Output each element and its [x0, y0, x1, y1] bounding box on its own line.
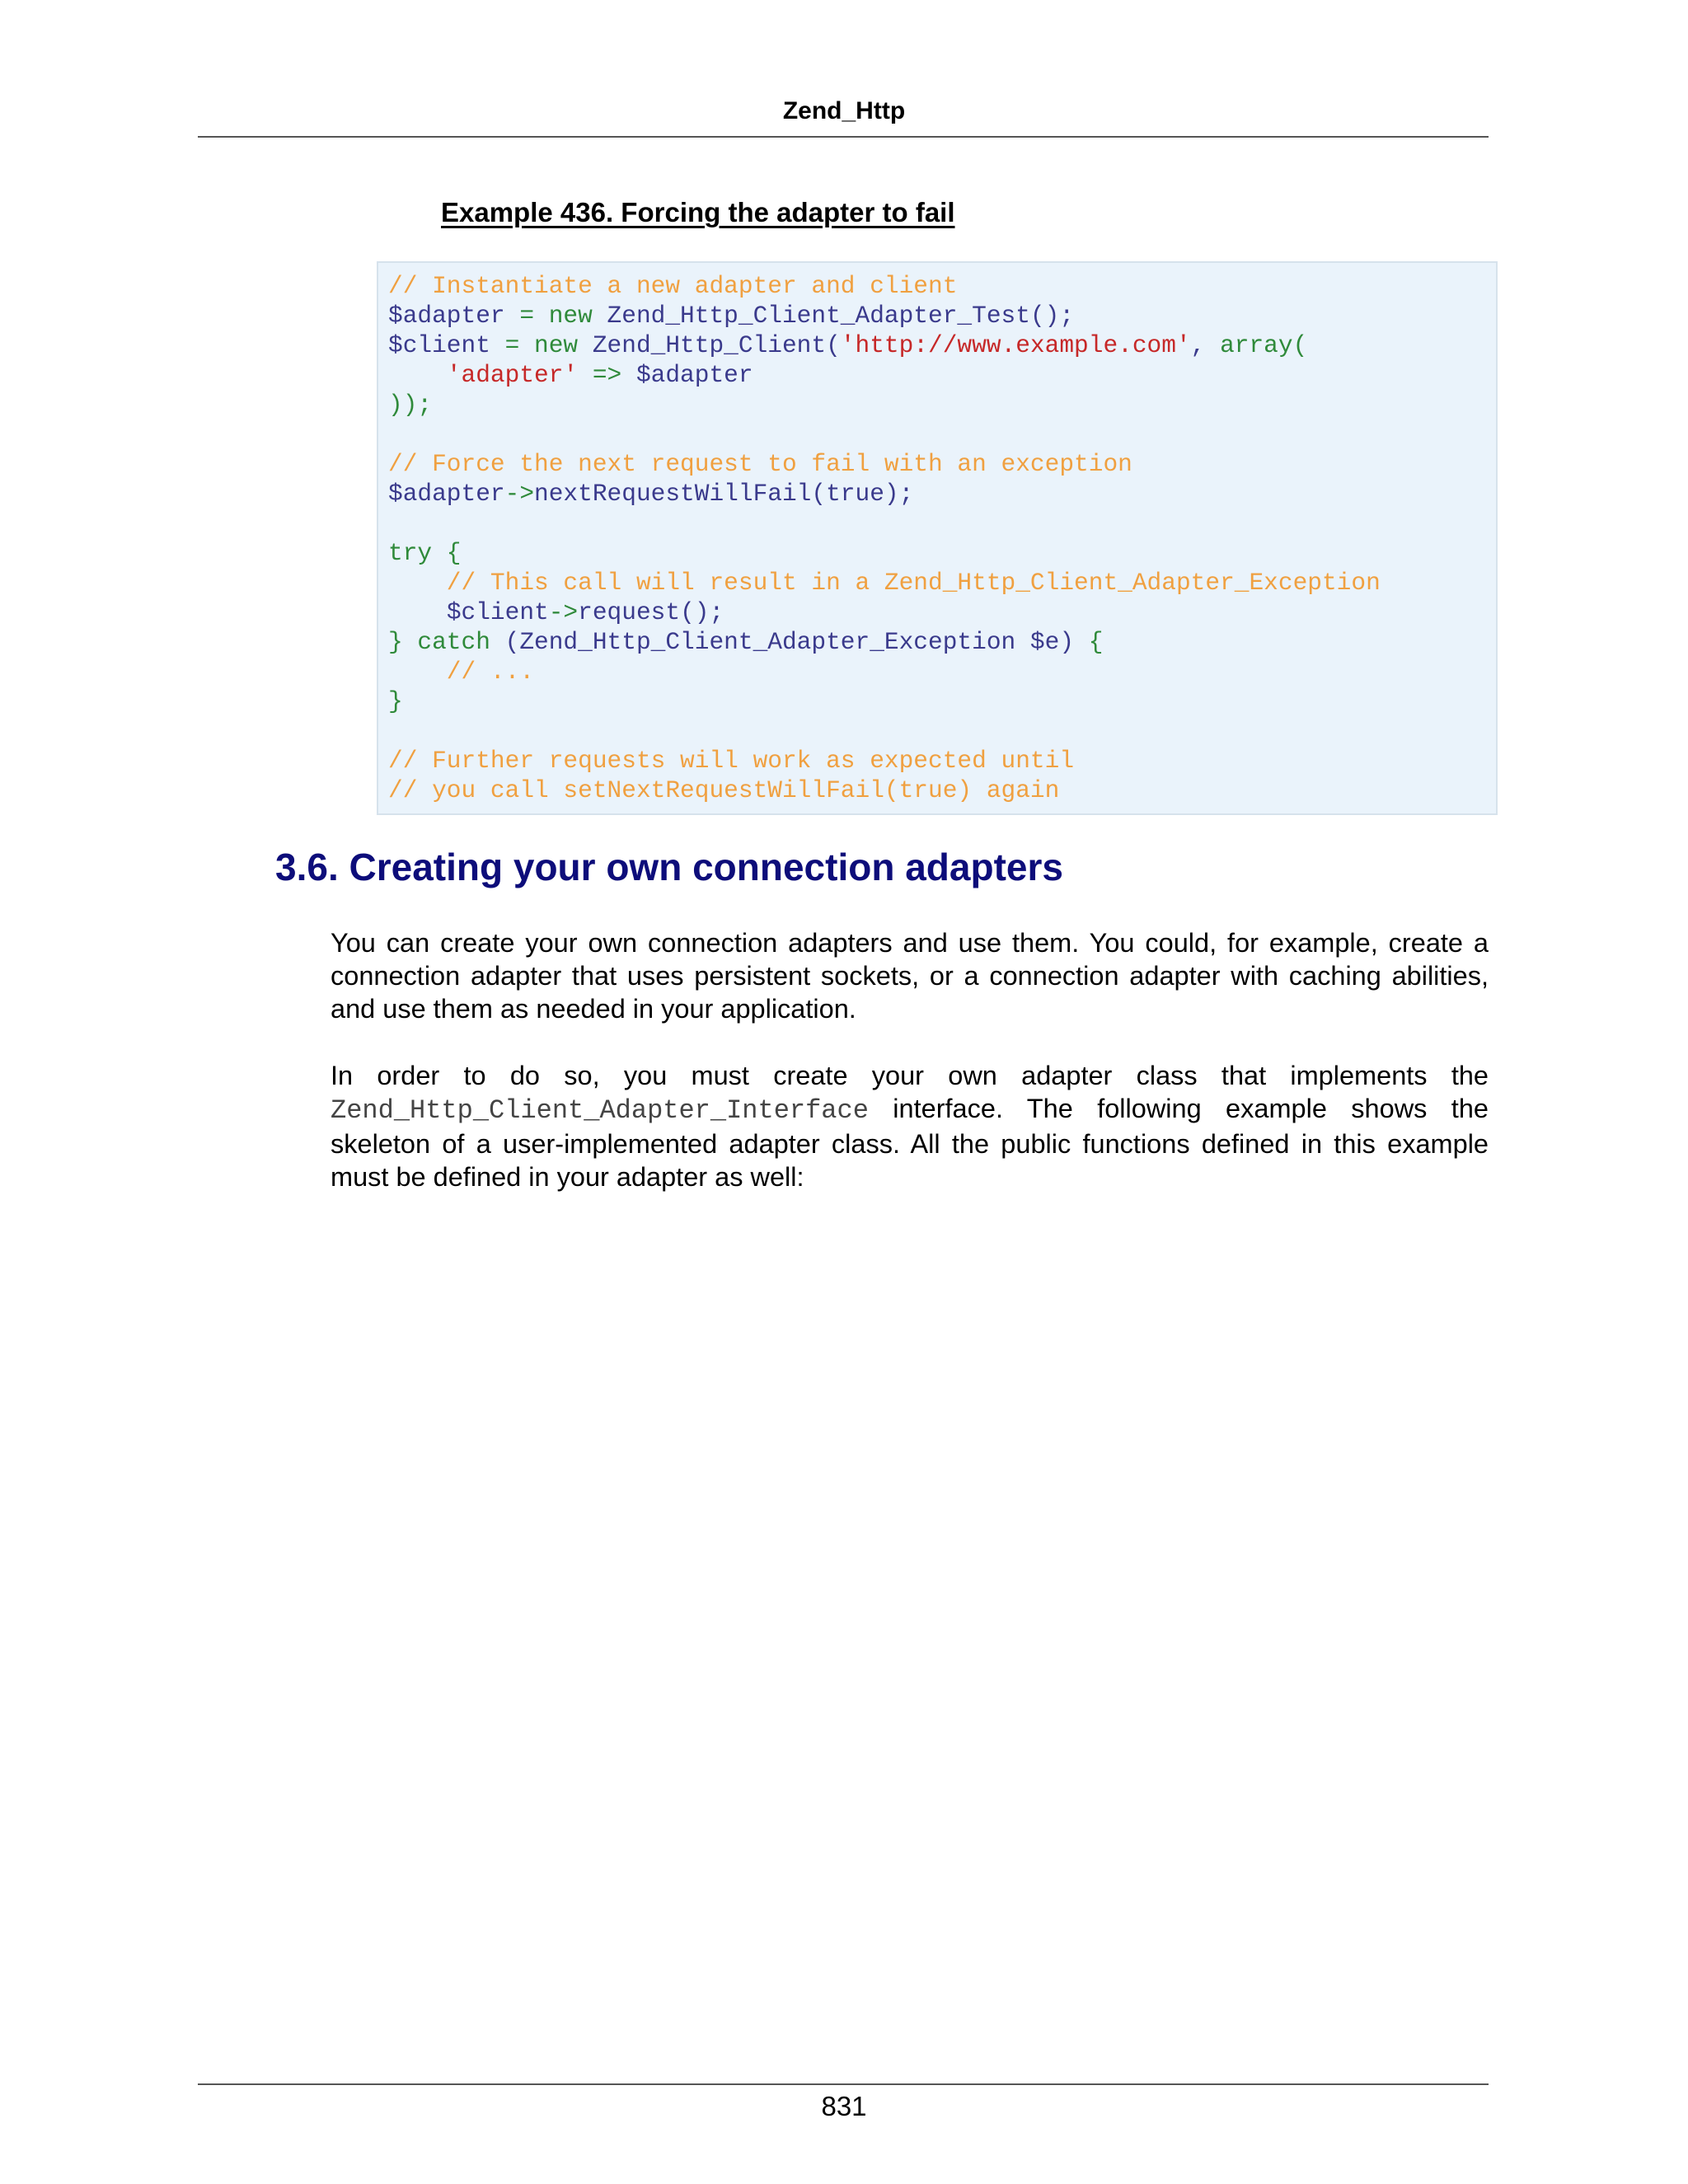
inline-code: Zend_Http_Client_Adapter_Interface: [331, 1095, 869, 1126]
code-comment: // This call will result in a Zend_Http_Client_Adapter_Exception: [388, 569, 1381, 597]
code-variable: $adapter: [635, 361, 753, 389]
footer-rule: [198, 2083, 1489, 2085]
code-indent: [388, 361, 447, 389]
code-keyword: } catch: [388, 628, 505, 656]
code-punctuation: ));: [388, 391, 433, 419]
header-rule: [198, 136, 1489, 138]
code-keyword: try {: [388, 539, 462, 567]
code-operator: =: [504, 302, 549, 330]
code-operator: =>: [578, 361, 636, 389]
code-indent: [388, 598, 447, 626]
code-punctuation: (: [826, 331, 841, 359]
code-punctuation: ();: [680, 598, 724, 626]
code-operator: ->: [504, 480, 535, 508]
code-catch-args: (Zend_Http_Client_Adapter_Exception $e): [504, 628, 1075, 656]
code-comment: // Force the next request to fail with an exception: [388, 450, 1132, 478]
code-variable: $client: [446, 598, 549, 626]
code-comment: // you call setNextRequestWillFail(true) again: [388, 776, 1060, 804]
code-variable: $client: [388, 331, 490, 359]
section-heading: 3.6. Creating your own connection adapters: [275, 846, 1063, 888]
code-string: 'adapter': [446, 361, 579, 389]
code-keyword: new: [548, 302, 593, 330]
code-string: 'http://www.example.com': [840, 331, 1191, 359]
code-comment: // Further requests will work as expected until: [388, 747, 1075, 775]
code-operator: =: [490, 331, 535, 359]
running-header: Zend_Http: [782, 97, 906, 124]
code-punctuation: ();: [1029, 302, 1075, 330]
code-punctuation: ,: [1190, 331, 1221, 359]
code-block: [388, 271, 1496, 805]
paragraph-interface: [331, 1059, 1489, 1193]
paragraph-intro: You can create your own connection adapters and use them. You could, for example, create a connection adapter that uses persistent sockets, or a connection adapter with caching abilities, and use them as needed in your application.: [331, 928, 1489, 1024]
code-comment: // Instantiate a new adapter and client: [388, 272, 958, 300]
paragraph-text: In order to do so, you must create your own adapter class that implements the: [331, 1061, 1489, 1090]
code-operator: ->: [548, 598, 579, 626]
code-listing: [377, 261, 1498, 815]
paragraph-text: interface. The following example shows the skeleton of a user-implemented adapter class. All the public functions defined in this example must be defined in your adapter as well:: [331, 1094, 1489, 1192]
code-class-name: Zend_Http_Client_Adapter_Test: [592, 302, 1030, 330]
code-keyword: array(: [1220, 331, 1308, 359]
code-variable: $adapter: [388, 302, 505, 330]
code-class-name: Zend_Http_Client: [578, 331, 827, 359]
code-variable: $adapter: [388, 480, 505, 508]
example-title: Example 436. Forcing the adapter to fail: [441, 197, 955, 227]
code-comment: // ...: [388, 658, 535, 686]
code-punctuation: }: [388, 687, 403, 715]
code-punctuation: (true);: [811, 480, 914, 508]
code-punctuation: {: [1074, 628, 1104, 656]
code-method-name: nextRequestWillFail: [534, 480, 812, 508]
code-keyword: new: [534, 331, 579, 359]
page-number: 831: [821, 2091, 867, 2121]
code-method-name: request: [578, 598, 681, 626]
